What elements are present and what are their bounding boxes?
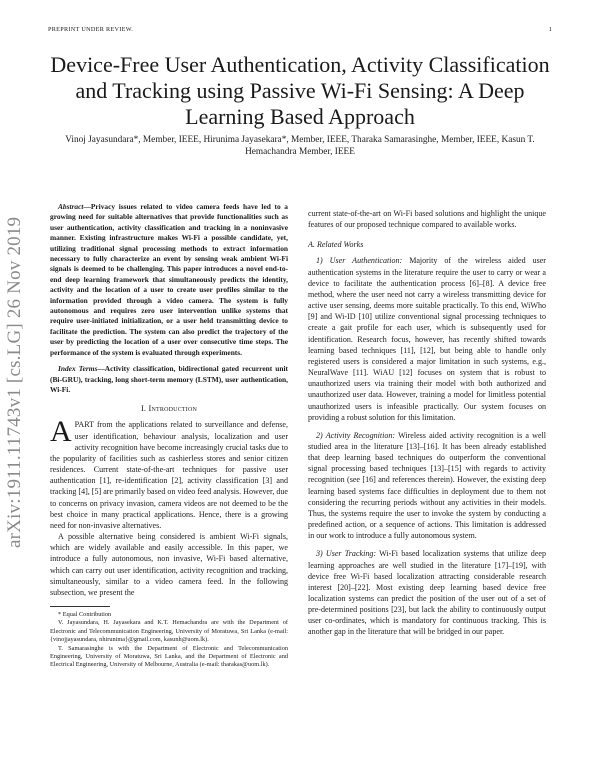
subsection-heading-related-works: A. Related Works <box>308 240 364 250</box>
section-heading-introduction: I. Introduction <box>140 404 198 414</box>
abstract <box>50 202 288 358</box>
paragraph-user-tracking <box>308 548 546 637</box>
drop-cap: A <box>50 415 72 449</box>
right-column <box>308 208 546 638</box>
index-terms-label: Index Terms <box>58 364 98 374</box>
paragraph-text-activity-recognition: Wireless aided activity recognition is a well studied area in the literature [13]–[16]. It has been already established that deep learning based techniques do outperform the conventional signal processing based techniques [13]–[15] with regards to activity recognition (see [16] and references therein). However, the existing deep learning based systems face difficulties in deployment due to them not considering the recurring periods without any activities in their models. Thus, the systems require the user to invoke the system by conducting a predefined action, or a sequence of actions. This limitation is addressed in our work to introduce a fully autonomous system. <box>308 430 547 541</box>
paragraph-user-authentication <box>308 255 546 422</box>
running-header: PREPRINT UNDER REVIEW. <box>48 26 134 33</box>
author-list: Vinoj Jayasundara*, Member, IEEE, Hirunima Jayasekara*, Member, IEEE, Tharaka Samarasinghe, Member, IEEE, Kasun T. Hemachandra Member, IEEE <box>65 135 535 158</box>
paragraph-heading-activity-recognition: 2) Activity Recognition: <box>316 430 396 440</box>
arxiv-stamp: arXiv:1911.11743v1 [cs.LG] 26 Nov 2019 <box>4 216 25 548</box>
footnote-affiliation-1: V. Jayasundara, H. Jayasekara and K.T. Hemachandra are with the Department of Electronic and Telecommunication Engineering, University of Moratuwa, Sri Lanka (e-mail: {vinojjayasundara, nhirunima}@gmail.com, kasunh@uom.lk). <box>50 619 288 644</box>
intro-paragraph-1 <box>50 415 288 531</box>
page-number: 1 <box>548 26 552 33</box>
abstract-label: Abstract <box>58 202 84 211</box>
footnote-equal-contribution: * Equal Contribution <box>58 610 112 618</box>
paragraph-heading-user-authentication: 1) User Authentication: <box>316 256 403 266</box>
intro-paragraph-1-text: PART from the applications related to surveillance and defense, user identification, behaviour analysis, localization and user activity recognition have become increasingly crucial tasks due to the popularity of facilities such as cashierless stores and senior citizen residences. Current state-of-the-art techniques for passive user authentication [1], re-identification [2], activity classification [3] and tracking [4], [5] are primarily based on video feed analysis. However, due to concerns on privacy invasion, camera videos are not deemed to be the best choice in many practical applications. Hence, there is a growing need for non-invasive alternatives. <box>50 420 288 530</box>
footnote-rule <box>50 606 110 607</box>
footnote-affiliation-2: T. Samarasinghe is with the Department of Electronic and Telecommunication Engineering, University of Moratuwa, Sri Lanka, and the Department of Electronic and Electrical Engineering, University of Melbourne, Australia (e-mail: tharakas@uom.lk). <box>50 644 288 669</box>
paragraph-text-user-authentication: Majority of the wireless aided user authentication systems in the literature require the user to carry or wear a device to facilitate the authentication process [6]–[8]. A device free method, where the user need not carry a wireless transmitting device for active user sensing, deems more suitable practically. To this end, WiWho [9] and Wi-ID [10] utilize conventional signal processing techniques to create a gait profile for each user, which is subsequently used for identification. Research focus, however, has recently shifted towards learning based techniques [11], [12], but being able to handle only registered users is considered a major limitation in such systems, e.g., NeuralWave [11]. WiAU [12] focuses on system that is robust to unauthorized users via training their model with both authorized and unauthorized user data. However, training a model for limitless potential unauthorized users is infeasible practically. Our system focuses on providing a robust solution for this limitation. <box>308 256 546 422</box>
paragraph-activity-recognition <box>308 430 546 542</box>
paragraph-heading-user-tracking: 3) User Tracking: <box>316 549 377 559</box>
paper-title: Device-Free User Authentication, Activity Classification and Tracking using Passive Wi-Fi Sensing: A Deep Learning Based Approach <box>50 52 550 129</box>
abstract-text: —Privacy issues related to video camera feeds have led to a growing need for suitable alternatives that provide functionalities such as user authentication, activity classification and tracking in a noninvasive manner. Existing infrastructure makes Wi-Fi a possible candidate, yet, utilizing traditional signal processing methods to extract information necessary to fully characterize an event by sensing weak ambient Wi-Fi signals is deemed to be challenging. This paper introduces a novel end-to-end deep learning framework that simultaneously predicts the identity, activity and the location of a user to create user profiles similar to the information provided through a video camera. The system is fully autonomous and requires zero user intervention unlike systems that require user-initiated initialization, or a user held transmitting device to facilitate the prediction. The system can also predict the trajectory of the user by predicting the location of a user over consecutive time steps. The performance of the system is evaluated through experiments. <box>50 202 288 357</box>
index-terms-text: —Activity classification, bidirectional gated recurrent unit (Bi-GRU), tracking, long short-term memory (LSTM), user authentication, Wi-Fi. <box>50 364 289 394</box>
paragraph-text-user-tracking: Wi-Fi based localization systems that utilize deep learning approaches are well studied in the literature [17]–[19], with device free Wi-Fi based localization attracting considerable research interest [20]–[22]. Most existing deep learning based device free localization systems can predict the position of the user out of a set of pre-determined positions [23], but lack the ability to continuously output user co-ordinates, which is mandatory for continuous tracking. This is another gap in the literature that will be bridged in our paper. <box>308 549 546 637</box>
continuation-paragraph: current state-of-the-art on Wi-Fi based solutions and highlight the unique features of our proposed technique compared to available works. <box>308 209 546 230</box>
index-terms <box>50 364 288 395</box>
left-column <box>50 202 288 670</box>
intro-paragraph-2: A possible alternative being considered is ambient Wi-Fi signals, which are widely available and easily accessible. In this paper, we introduce a fully autonomous, non invasive, Wi-Fi based alternative, which can carry out user identification, activity recognition and tracking, simultaneously, similar to a video camera feed. In the following subsection, we present the <box>50 532 288 597</box>
